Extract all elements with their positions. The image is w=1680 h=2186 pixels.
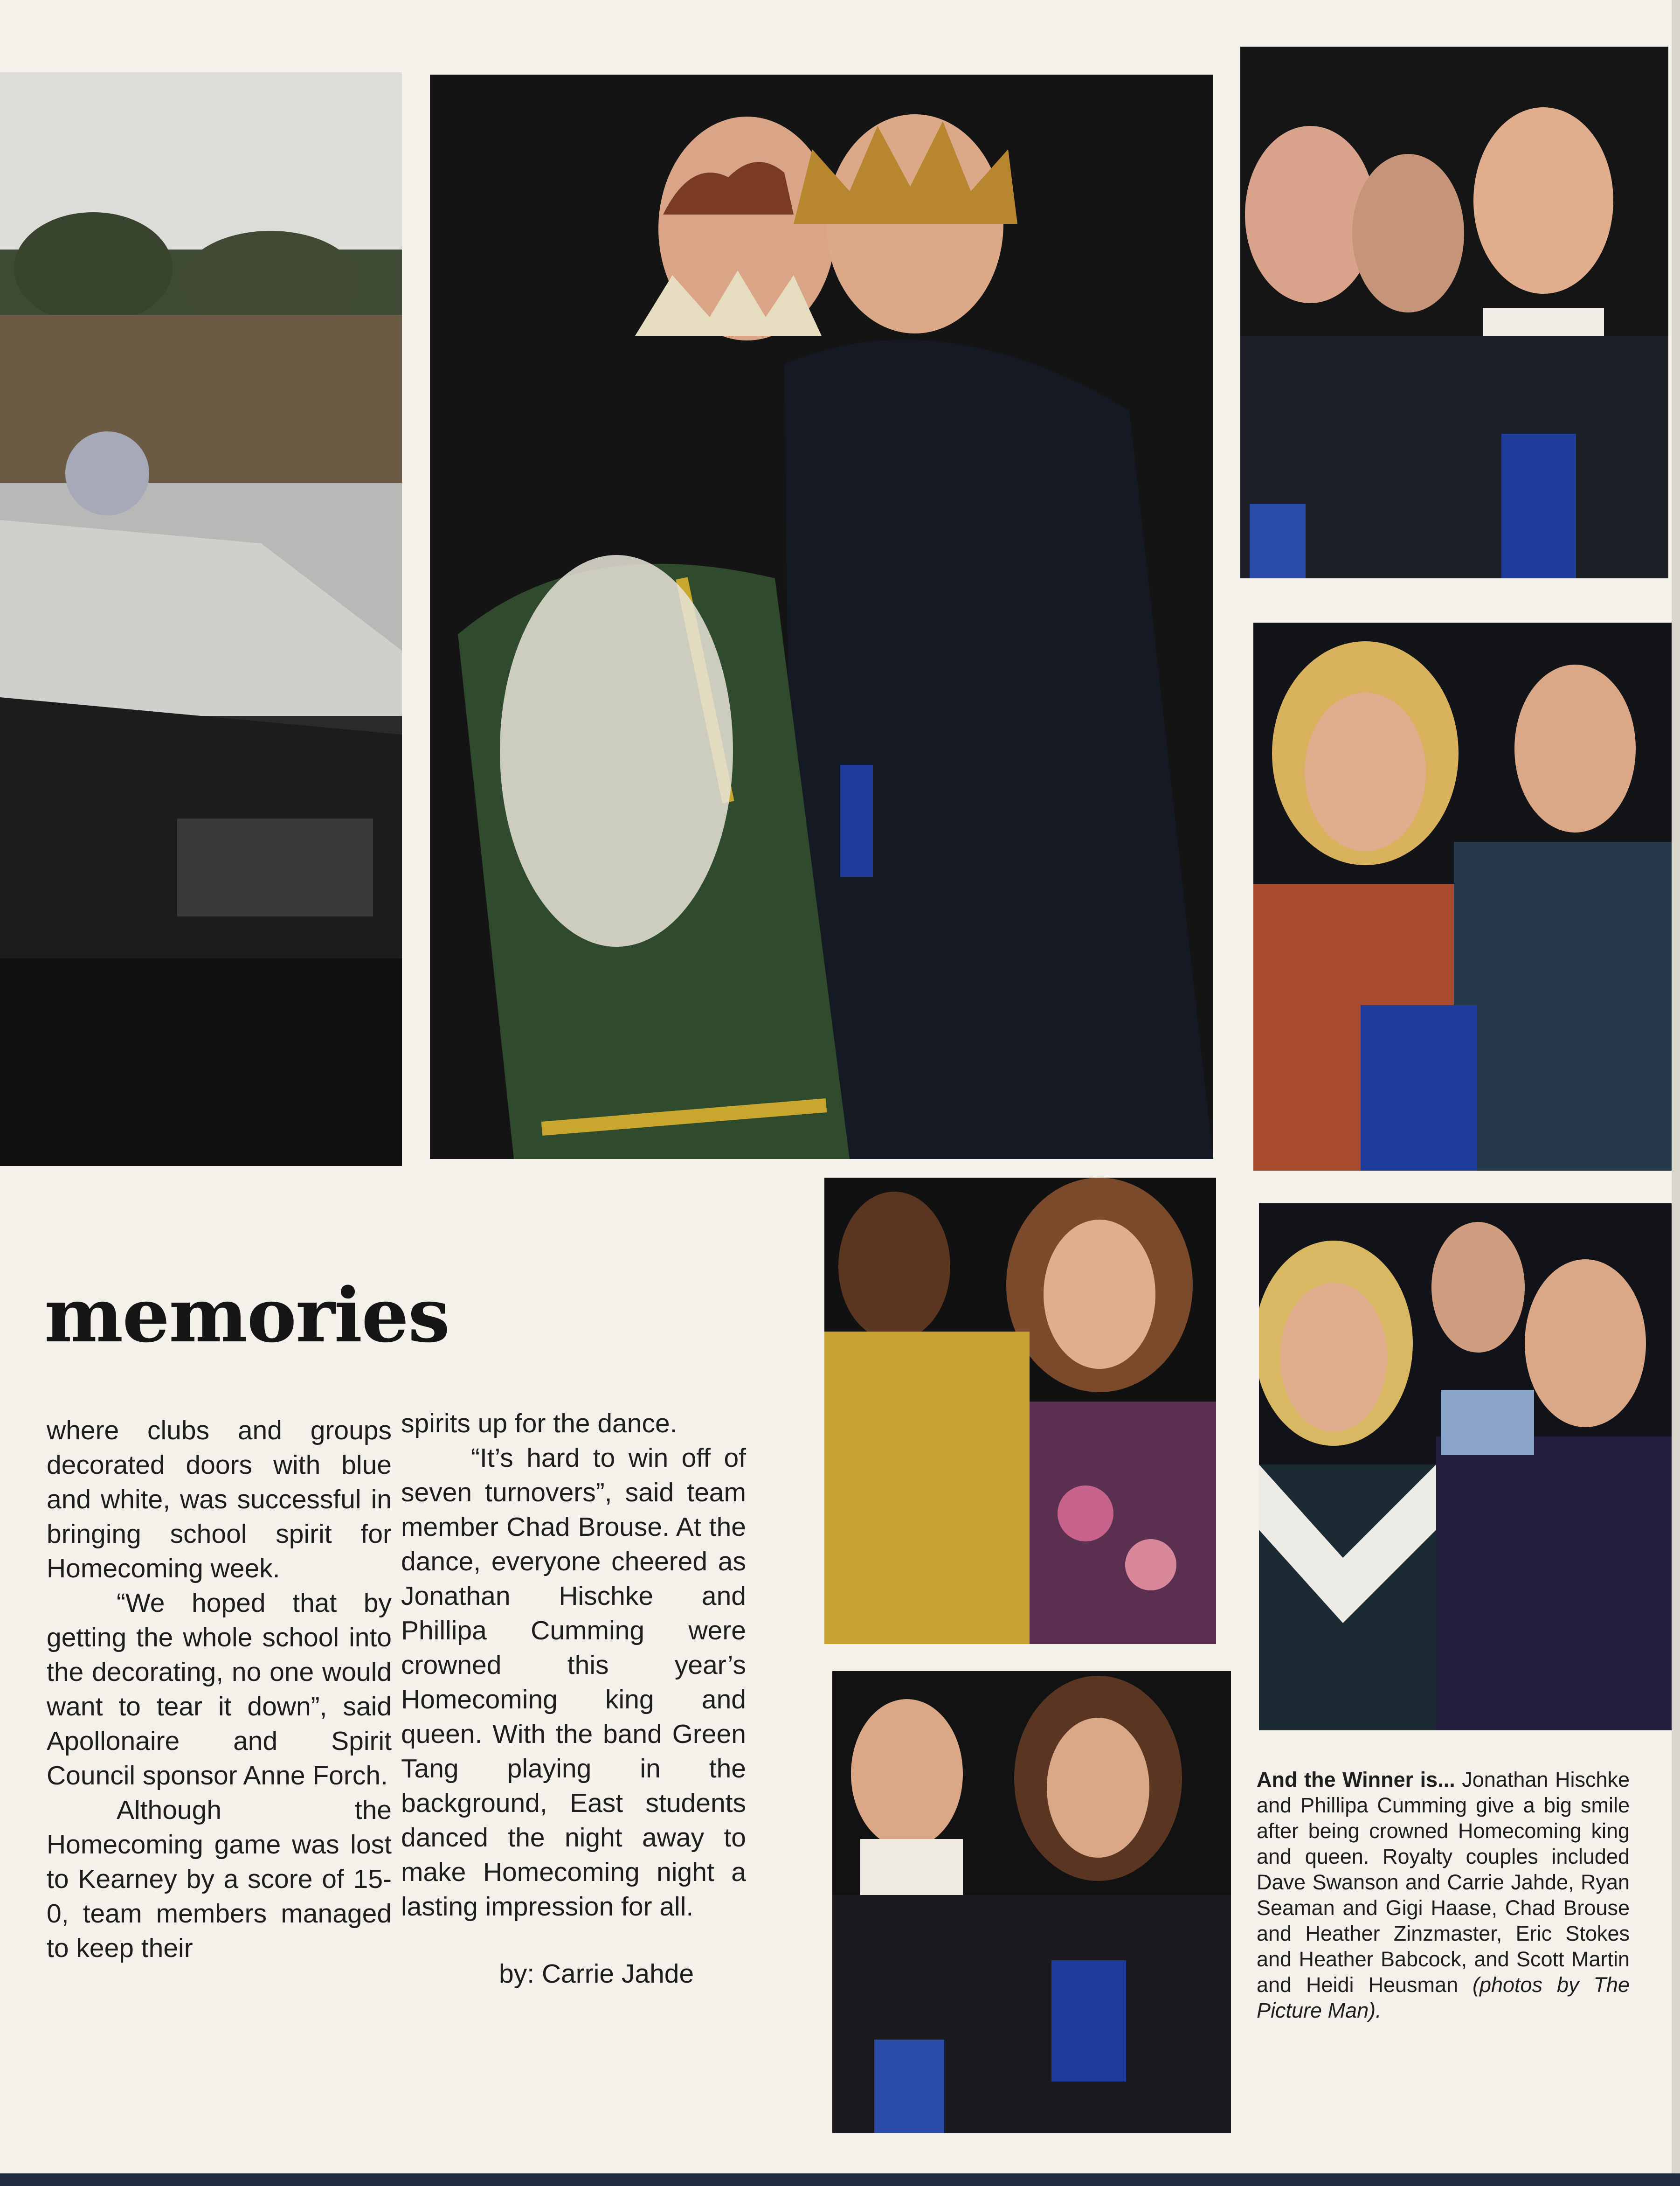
article-paragraph: where clubs and groups decorated doors with blue and white, was successful in bringing school spirit for Homecoming week. <box>47 1416 392 1583</box>
bottom-edge-band <box>0 2173 1680 2186</box>
couple-photo-4 <box>832 1671 1231 2133</box>
article-paragraph: Although the Homecoming game was lost to Kearney by a score of 15-0, team members managed to keep their <box>47 1795 392 1963</box>
car-photo <box>0 72 402 1166</box>
caption-credit: (photos by The Picture Man). <box>1257 1973 1630 2022</box>
couple-photo-2 <box>1253 623 1673 1171</box>
caption-lead: And the Winner is... <box>1257 1768 1455 1791</box>
article-byline: by: Carrie Jahde <box>499 1959 694 1989</box>
couple-photo-3 <box>824 1178 1216 1644</box>
article-paragraph: spirits up for the dance. <box>401 1409 678 1438</box>
caption-body: Jonathan Hischke and Phillipa Cumming give a big smile after being crowned Homecoming king and queen. Royalty couples included Dave Swanson and Carrie Jahde, Ryan Seaman and Gigi Haase, Chad Brouse and Heather Zinzmaster, Eric Stokes and Heather Babcock, and Scott Martin and Heidi Heusman <box>1257 1768 1630 1997</box>
couple-photo-5 <box>1259 1203 1679 1730</box>
page-headline: memories <box>44 1271 449 1359</box>
article-paragraph: “It’s hard to win off of seven turnovers”, said team member Chad Brouse. At the dance, everyone cheered as Jonathan Hischke and Phillipa Cumming were crowned this year’s Homecoming king and queen. With the band Green Tang playing in the background, East students danced the night away to make Homecoming night a lasting impression for all. <box>401 1443 746 1922</box>
couple-photo-1 <box>1240 47 1668 578</box>
article-column-1 <box>47 1413 392 1965</box>
photo-caption <box>1257 1767 1630 2023</box>
crowned-couple-photo <box>430 75 1213 1159</box>
page-edge <box>1672 0 1680 2186</box>
article-paragraph: “We hoped that by getting the whole school into the decorating, no one would want to tear it down”, said Apollonaire and Spirit Council sponsor Anne Forch. <box>47 1588 392 1790</box>
article-column-2 <box>401 1406 746 1991</box>
